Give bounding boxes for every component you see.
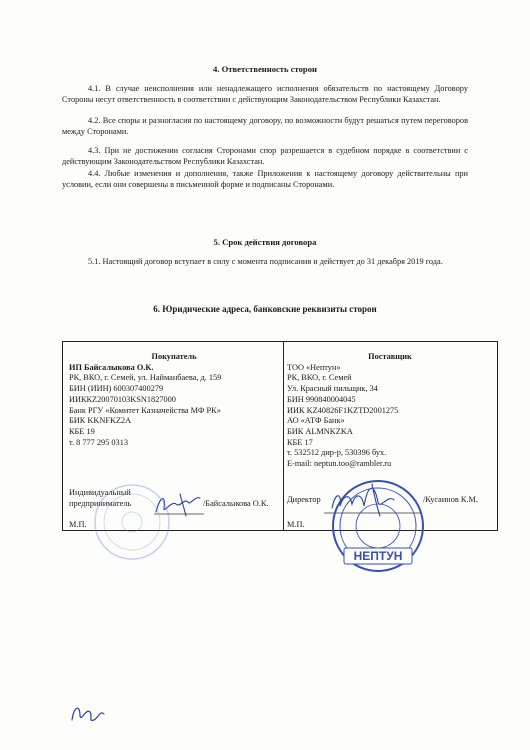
buyer-line: КБЕ 19: [69, 426, 95, 436]
clause-4-2: 4.2. Все споры и разногласия по настоящему договору, по возможности будут решаться путем переговоров между Сторонами.: [62, 116, 468, 136]
buyer-line: т. 8 777 295 0313: [69, 437, 129, 447]
column-divider: [283, 342, 284, 530]
clause-5-1: 5.1. Настоящий договор вступает в силу с момента подписания и действует до 31 декабря 2019 года.: [88, 257, 443, 266]
supplier-column: [287, 352, 493, 470]
clause-4-3: 4.3. При не достижении согласия Сторонами спор разрешается в судебном порядке в соответствии с действующим Законодательством Республики Казахстан.: [62, 146, 468, 166]
supplier-line: АО «АТФ Банк»: [287, 416, 345, 426]
supplier-sign-role: Директор: [287, 495, 321, 504]
clause-4-4: 4.4. Любые изменения и дополнения, также Приложения к настоящему договору действительны при условии, если они совершены в письменной форме и подписаны Сторонами.: [62, 169, 468, 189]
clause-4-1: 4.1. В случае неисполнения или ненадлежащего исполнения обязательств по настоящему Договору Стороны несут ответственность в соответствии с действующим Законодательством Республики Казахстан.: [62, 84, 468, 104]
buyer-name: ИП Байсалыкова О.К.: [69, 362, 154, 372]
supplier-mp: М.П.: [287, 520, 305, 529]
buyer-line: БИН (ИИН) 600307400279: [69, 384, 164, 394]
buyer-sign-role-1: Индивидуальный: [69, 488, 131, 497]
buyer-mp: М.П.: [69, 520, 87, 529]
supplier-line: КБЕ 17: [287, 437, 313, 447]
supplier-line: Ул. Красный пильщик, 34: [287, 384, 378, 394]
buyer-header: Покупатель: [151, 352, 197, 361]
supplier-sign-name: /Кусаинов К.М.: [423, 495, 478, 504]
buyer-sign-role-2: предприниматель: [69, 499, 132, 508]
section-4-title: 4. Ответственность сторон: [213, 64, 317, 74]
supplier-line: БИН 990840004045: [287, 394, 356, 404]
buyer-column: [69, 352, 279, 448]
buyer-line: Банк РГУ «Комитет Казначейства МФ РК»: [69, 405, 221, 415]
supplier-header: Поставщик: [368, 352, 412, 361]
stamp-text: НЕПТУН: [353, 549, 403, 563]
supplier-line: ИИК KZ40826F1KZTD2001275: [287, 405, 399, 415]
buyer-line: БИК KKNFKZ2A: [69, 416, 132, 426]
supplier-line: РК, ВКО, г. Семей: [287, 373, 352, 383]
buyer-line: РК, ВКО, г. Семей, ул. Найманбаева, д. 159: [69, 373, 222, 383]
buyer-line: ИИККZ20070103KSN1827000: [69, 394, 176, 404]
supplier-line: E-mail: neptun.too@rambler.ru: [287, 459, 392, 469]
supplier-stamp: [330, 478, 426, 574]
supplier-line: т. 532512 дир-р, 530396 бух.: [287, 448, 387, 458]
section-6-title: 6. Юридические адреса, банковские реквизиты сторон: [153, 304, 377, 314]
section-5-title: 5. Срок действия договора: [213, 237, 317, 247]
supplier-name: ТОО «Нептун»: [287, 362, 341, 372]
supplier-line: БИК ALMNKZKA: [287, 426, 353, 436]
buyer-sign-name: /Байсалыкова О.К.: [203, 499, 269, 508]
page-initials: [68, 700, 108, 726]
buyer-stamp: [92, 482, 172, 562]
